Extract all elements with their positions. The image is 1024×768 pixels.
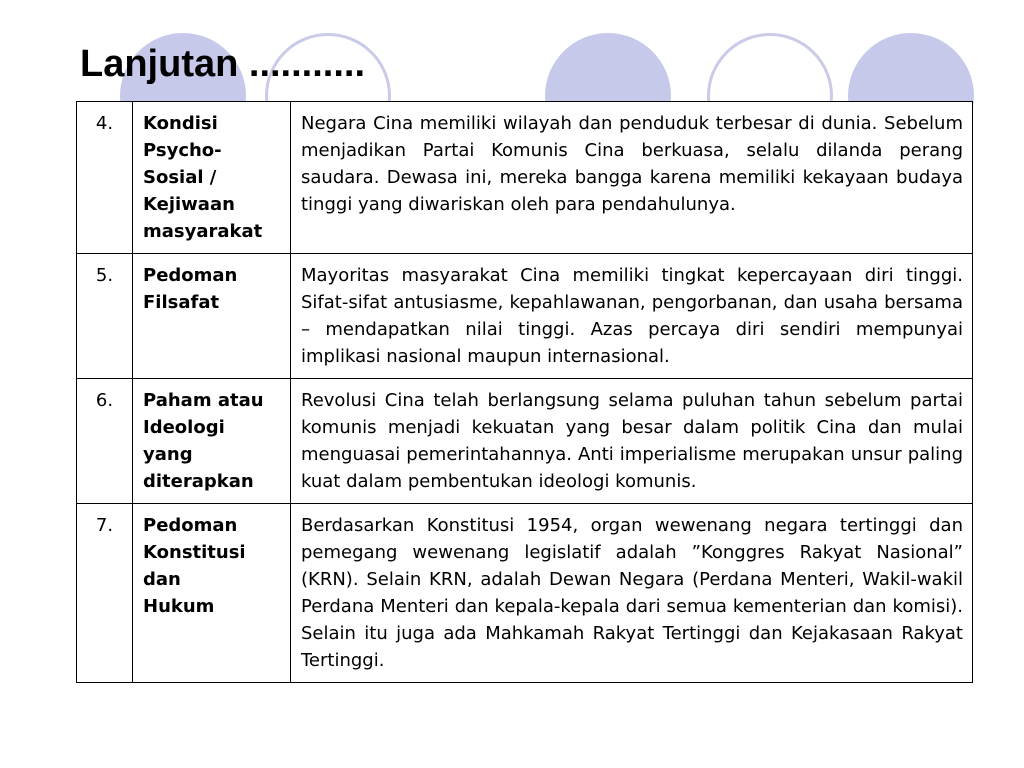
content-table (76, 101, 973, 683)
table-row (77, 254, 973, 379)
row-aspect: Kondisi Psycho- Sosial / Kejiwaan masyarakat (133, 102, 291, 254)
content-table-container (76, 101, 973, 683)
table-row (77, 102, 973, 254)
row-number: 6. (77, 379, 133, 504)
row-aspect: Paham atau Ideologi yang diterapkan (133, 379, 291, 504)
row-aspect: Pedoman Filsafat (133, 254, 291, 379)
row-description: Negara Cina memiliki wilayah dan penduduk terbesar di dunia. Sebelum menjadikan Partai Komunis Cina berkuasa, selalu dilanda perang saudara. Dewasa ini, mereka bangga karena memiliki kekayaan budaya tinggi yang diwariskan oleh para pendahulunya. (291, 102, 973, 254)
table-row (77, 504, 973, 683)
row-number: 4. (77, 102, 133, 254)
row-number: 7. (77, 504, 133, 683)
row-description: Berdasarkan Konstitusi 1954, organ wewenang negara tertinggi dan pemegang wewenang legislatif adalah ”Konggres Rakyat Nasional” (KRN). Selain KRN, adalah Dewan Negara (Perdana Menteri, Wakil-wakil Perdana Menteri dan kepala-kepala dari semua kementerian dan komisi). Selain itu juga ada Mahkamah Rakyat Tertinggi dan Kejakasaan Rakyat Tertinggi. (291, 504, 973, 683)
row-number: 5. (77, 254, 133, 379)
slide-title: Lanjutan ........... (80, 43, 366, 85)
row-description: Mayoritas masyarakat Cina memiliki tingkat kepercayaan diri tinggi. Sifat-sifat antusiasme, kepahlawanan, pengorbanan, dan usaha bersama – mendapatkan nilai tinggi. Azas percaya diri sendiri mempunyai implikasi nasional maupun internasional. (291, 254, 973, 379)
row-aspect: Pedoman Konstitusi dan Hukum (133, 504, 291, 683)
row-description: Revolusi Cina telah berlangsung selama puluhan tahun sebelum partai komunis menjadi kekuatan yang besar dalam politik Cina dan mulai menguasai pemerintahannya. Anti imperialisme merupakan unsur paling kuat dalam pembentukan ideologi komunis. (291, 379, 973, 504)
table-row (77, 379, 973, 504)
